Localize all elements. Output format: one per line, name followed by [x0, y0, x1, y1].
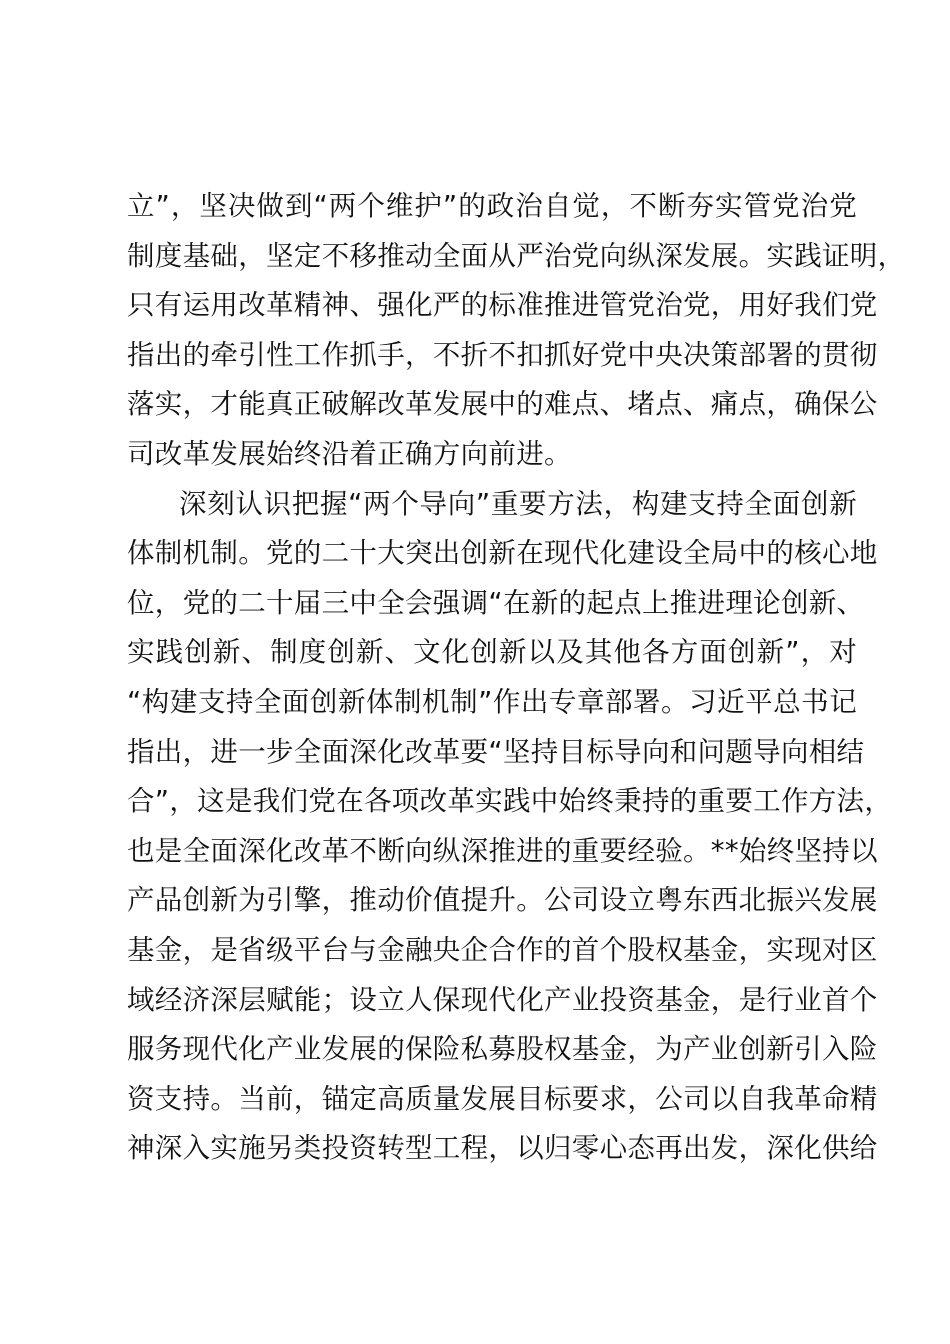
text-line: 也是全面深化改革不断向纵深推进的重要经验。**始终坚持以: [127, 834, 878, 867]
text-line: 产品创新为引擎，推动价值提升。公司设立粤东西北振兴发展: [127, 884, 878, 917]
text-line: 体制机制。党的二十大突出创新在现代化建设全局中的核心地: [127, 537, 878, 570]
paragraph-first-line: 深刻认识把握“两个导向”重要方法，构建支持全面创新: [179, 487, 857, 520]
text-line: 位，党的二十届三中全会强调“在新的起点上推进理论创新、: [127, 586, 865, 619]
text-line: “构建支持全面创新体制机制”作出专章部署。习近平总书记: [127, 685, 857, 718]
text-line: 指出的牵引性工作抓手，不折不扣抓好党中央决策部署的贯彻: [127, 338, 878, 371]
text-line: 神深入实施另类投资转型工程，以归零心态再出发，深化供给: [127, 1132, 878, 1165]
text-line: 指出，进一步全面深化改革要“坚持目标导向和问题导向相结: [127, 735, 865, 768]
text-line: 合”，这是我们党在各项改革实践中始终秉持的重要工作方法，: [127, 785, 893, 818]
text-line: 立”，坚决做到“两个维护”的政治自觉，不断夯实管党治党: [127, 190, 857, 222]
text-line: 实践创新、制度创新、文化创新以及其他各方面创新”，对: [127, 636, 857, 669]
text-line: 制度基础，坚定不移推动全面从严治党向纵深发展。实践证明，: [127, 239, 906, 272]
text-line: 资支持。当前，锚定高质量发展目标要求，公司以自我革命精: [127, 1082, 878, 1115]
text-line: 落实，才能真正破解改革发展中的难点、堵点、痛点，确保公: [127, 388, 878, 421]
text-line: 基金，是省级平台与金融央企合作的首个股权基金，实现对区: [127, 933, 878, 966]
text-line: 司改革发展始终沿着正确方向前进。: [127, 437, 572, 470]
text-line: 服务现代化产业发展的保险私募股权基金，为产业创新引入险: [127, 1033, 878, 1066]
body-text: [127, 182, 906, 1174]
text-line: 只有运用改革精神、强化严的标准推进管党治党，用好我们党: [127, 289, 878, 322]
text-line: 域经济深层赋能；设立人保现代化产业投资基金，是行业首个: [127, 983, 878, 1016]
